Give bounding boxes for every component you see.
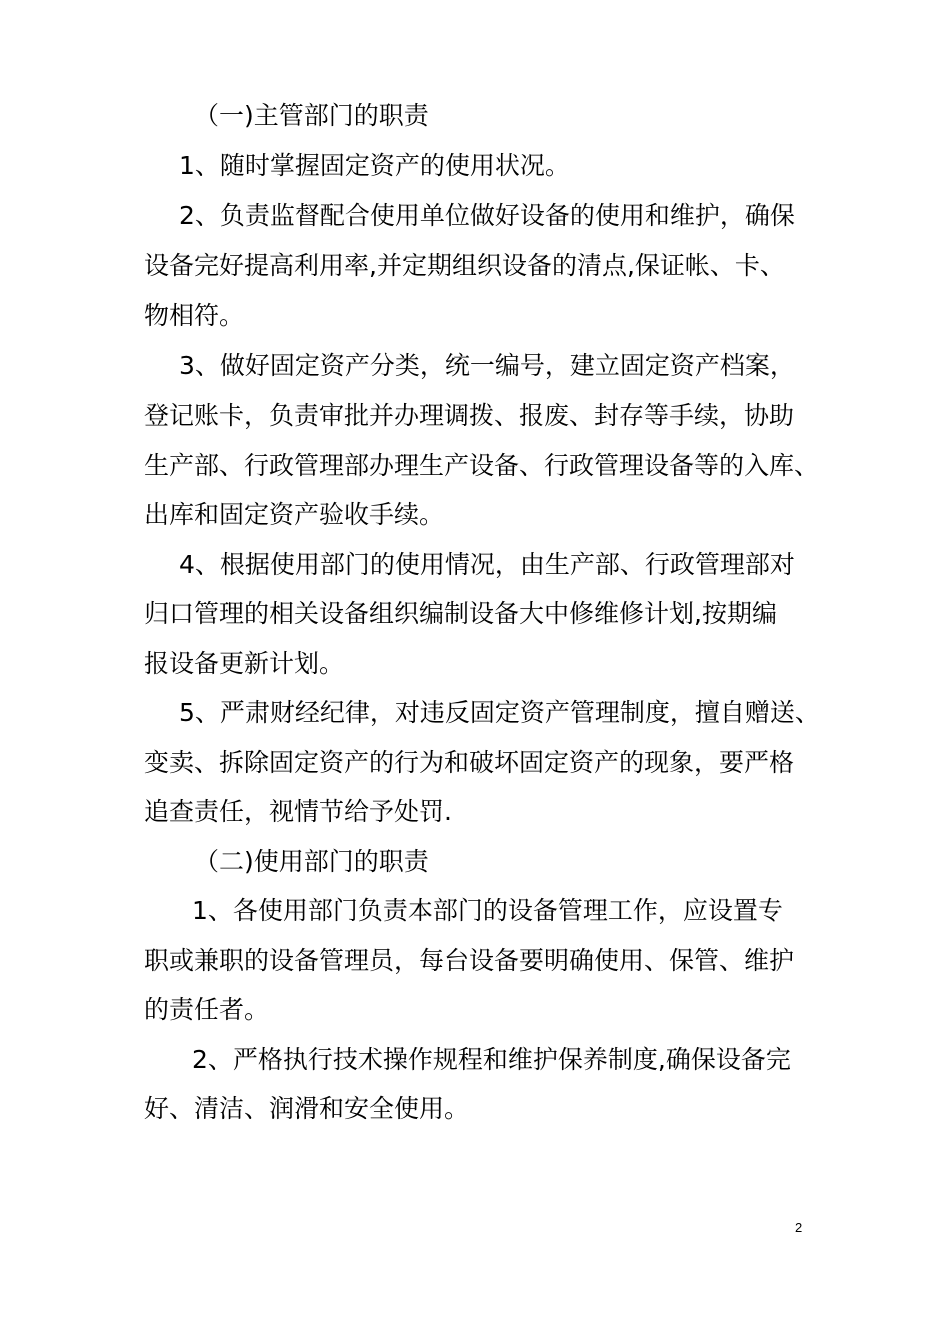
section-heading-1: （一)主管部门的职责: [194, 101, 429, 130]
paragraph-line: 出库和固定资产验收手续。: [144, 500, 445, 529]
paragraph-line: 职或兼职的设备管理员，每台设备要明确使用、保管、维护: [144, 946, 795, 975]
page-number: 2: [795, 1220, 803, 1235]
paragraph-line: 登记账卡，负责审批并办理调拨、报废、封存等手续，协助: [144, 401, 795, 430]
paragraph-line: 5、严肃财经纪律，对违反固定资产管理制度，擅自赠送、: [179, 698, 820, 727]
paragraph-line: 变卖、拆除固定资产的行为和破坏固定资产的现象，要严格: [144, 748, 795, 777]
paragraph-line: 的责任者。: [144, 995, 270, 1024]
paragraph-line: 追查责任，视情节给予处罚.: [144, 797, 452, 826]
paragraph-line: 2、严格执行技术操作规程和维护保养制度,确保设备完: [192, 1045, 791, 1074]
paragraph-line: 生产部、行政管理部办理生产设备、行政管理设备等的入库、: [144, 451, 820, 480]
paragraph-line: 好、清洁、润滑和安全使用。: [144, 1094, 470, 1123]
paragraph-line: 4、根据使用部门的使用情况，由生产部、行政管理部对: [179, 550, 795, 579]
paragraph-line: 3、做好固定资产分类，统一编号，建立固定资产档案，: [179, 351, 795, 380]
paragraph-line: 物相符。: [144, 301, 245, 330]
paragraph-line: 归口管理的相关设备组织编制设备大中修维修计划,按期编: [144, 599, 777, 628]
paragraph-line: 1、各使用部门负责本部门的设备管理工作，应设置专: [192, 896, 783, 925]
paragraph-line: 报设备更新计划。: [144, 649, 345, 678]
paragraph-line: 1、随时掌握固定资产的使用状况。: [179, 151, 570, 180]
section-heading-2: （二)使用部门的职责: [194, 847, 429, 876]
paragraph-line: 设备完好提高利用率,并定期组织设备的清点,保证帐、卡、: [144, 251, 785, 280]
paragraph-line: 2、负责监督配合使用单位做好设备的使用和维护，确保: [179, 201, 795, 230]
